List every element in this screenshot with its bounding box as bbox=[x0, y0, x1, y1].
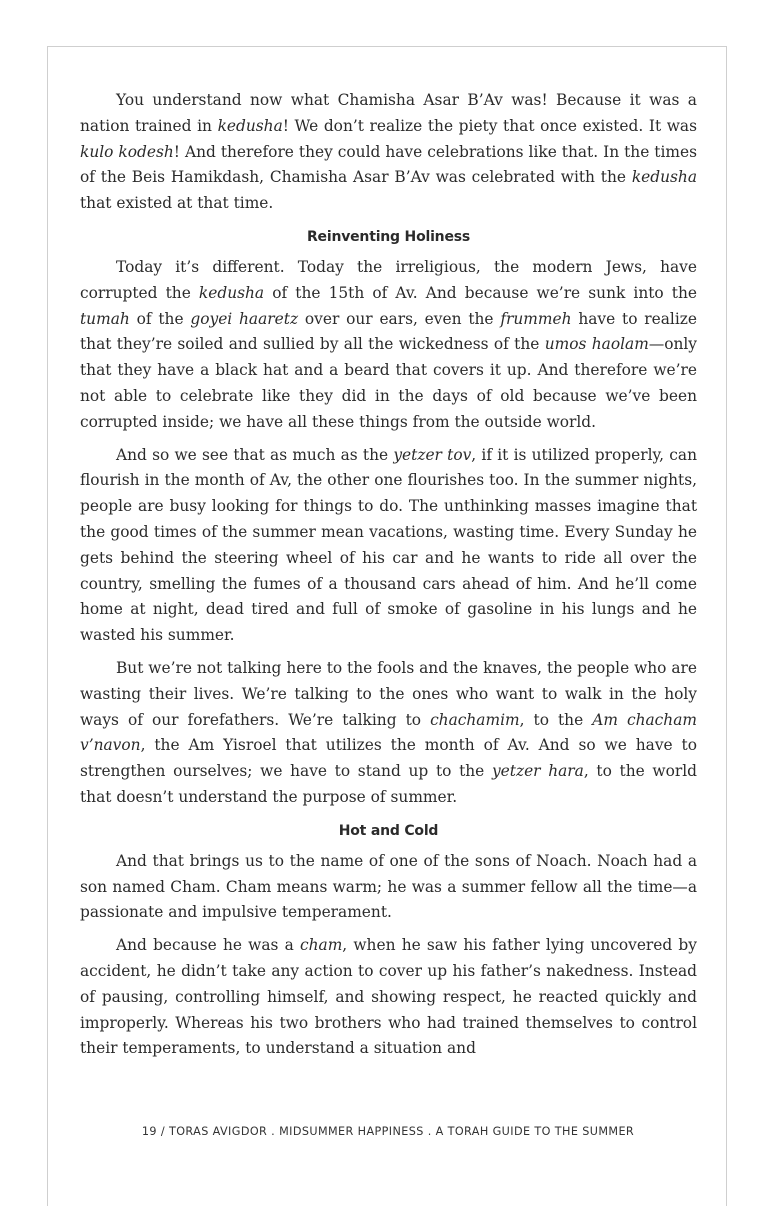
text-run: , the Am Yisroel that utilizes the month of Av. And so we have to strengthen ourselves; we have to stand up to the bbox=[80, 736, 697, 781]
italic-term: goyei haaretz bbox=[190, 309, 299, 328]
italic-term: umos haolam bbox=[544, 335, 649, 354]
page-footer: 19 / TORAS AVIGDOR . MIDSUMMER HAPPINESS . A TORAH GUIDE TO THE SUMMER bbox=[141, 1125, 635, 1138]
text-run: that existed at that time. bbox=[80, 194, 274, 213]
text-run: have to realize that they’re soiled and sullied by all the wickedness of the bbox=[80, 309, 697, 354]
section-heading: Hot and Cold bbox=[338, 822, 439, 839]
text-run: , when he saw his father lying uncovered by accident, he didn’t take any action to cover up his father’s nakedness. Instead of pausing, controlling himself, and showing respect, he reacted quickly and improperly. Whereas his two brothers who had trained themselves to control their temperaments, to understand a situation and bbox=[80, 936, 697, 1058]
text-run: over our ears, even the bbox=[298, 309, 501, 328]
italic-term: tumah bbox=[80, 309, 130, 328]
text-run: , if it is utilized properly, can flourish in the month of Av, the other one flourishes too. In the summer nights, people are busy looking for things to do. The unthinking masses imagine that the good times of the summer mean vacations, wasting time. Every Sunday he gets behind the steering wheel of his car and he wants to ride all over the country, smelling the fumes of a thousand cars ahead of him. And he’ll come home at night, dead tired and full of smoke of gasoline in his lungs and he wasted his summer. bbox=[80, 445, 697, 645]
text-run: And because he was a bbox=[116, 936, 300, 955]
body-paragraph bbox=[80, 933, 697, 1062]
italic-term: kulo kodesh bbox=[80, 142, 174, 161]
body-paragraph bbox=[80, 849, 697, 926]
text-run: ! And therefore they could have celebrations like that. In the times of the Beis Hamikdash, Chamisha Asar B’Av was celebrated with the bbox=[80, 142, 697, 187]
italic-term: Am chacham v’navon bbox=[80, 710, 697, 755]
italic-term: frummeh bbox=[500, 309, 572, 328]
italic-term: kedusha bbox=[631, 168, 697, 187]
page-content bbox=[80, 88, 697, 1069]
text-run: , to the world that doesn’t understand the purpose of summer. bbox=[80, 762, 698, 806]
section-heading: Reinventing Holiness bbox=[306, 228, 471, 245]
text-run: of the bbox=[129, 309, 191, 328]
body-paragraph bbox=[80, 656, 697, 811]
italic-term: yetzer hara bbox=[491, 762, 584, 781]
text-run: , to the bbox=[519, 710, 593, 729]
italic-term: chachamim bbox=[430, 710, 520, 729]
italic-term: cham bbox=[299, 936, 343, 955]
italic-term: kedusha bbox=[217, 116, 283, 135]
body-paragraph bbox=[80, 88, 697, 217]
text-run: ! We don’t realize the piety that once existed. It was bbox=[282, 116, 698, 135]
text-run: But we’re not talking here to the fools and the knaves, the people who are wasting their lives. We’re talking to the ones who want to walk in the holy ways of our forefathers. We’re talking to bbox=[80, 658, 697, 729]
italic-term: kedusha bbox=[198, 283, 265, 302]
text-run: You understand now what Chamisha Asar B’Av was! Because it was a nation trained in bbox=[80, 91, 697, 135]
italic-term: yetzer tov bbox=[393, 445, 472, 464]
body-paragraph bbox=[80, 255, 697, 436]
body-paragraph bbox=[80, 443, 697, 649]
text-run: And so we see that as much as the bbox=[116, 445, 394, 464]
text-run: Today it’s different. Today the irreligious, the modern Jews, have corrupted the bbox=[80, 257, 697, 302]
text-run: —only that they have a black hat and a beard that covers it up. And therefore we’re not able to celebrate like they did in the days of old because we’ve been corrupted inside; we have all these things from the outside world. bbox=[80, 335, 697, 431]
text-run: of the 15th of Av. And because we’re sunk into the bbox=[264, 283, 698, 302]
text-run: And that brings us to the name of one of the sons of Noach. Noach had a son named Cham. Cham means warm; he was a summer fellow all the time—a passionate and impulsive temperament. bbox=[80, 851, 697, 922]
